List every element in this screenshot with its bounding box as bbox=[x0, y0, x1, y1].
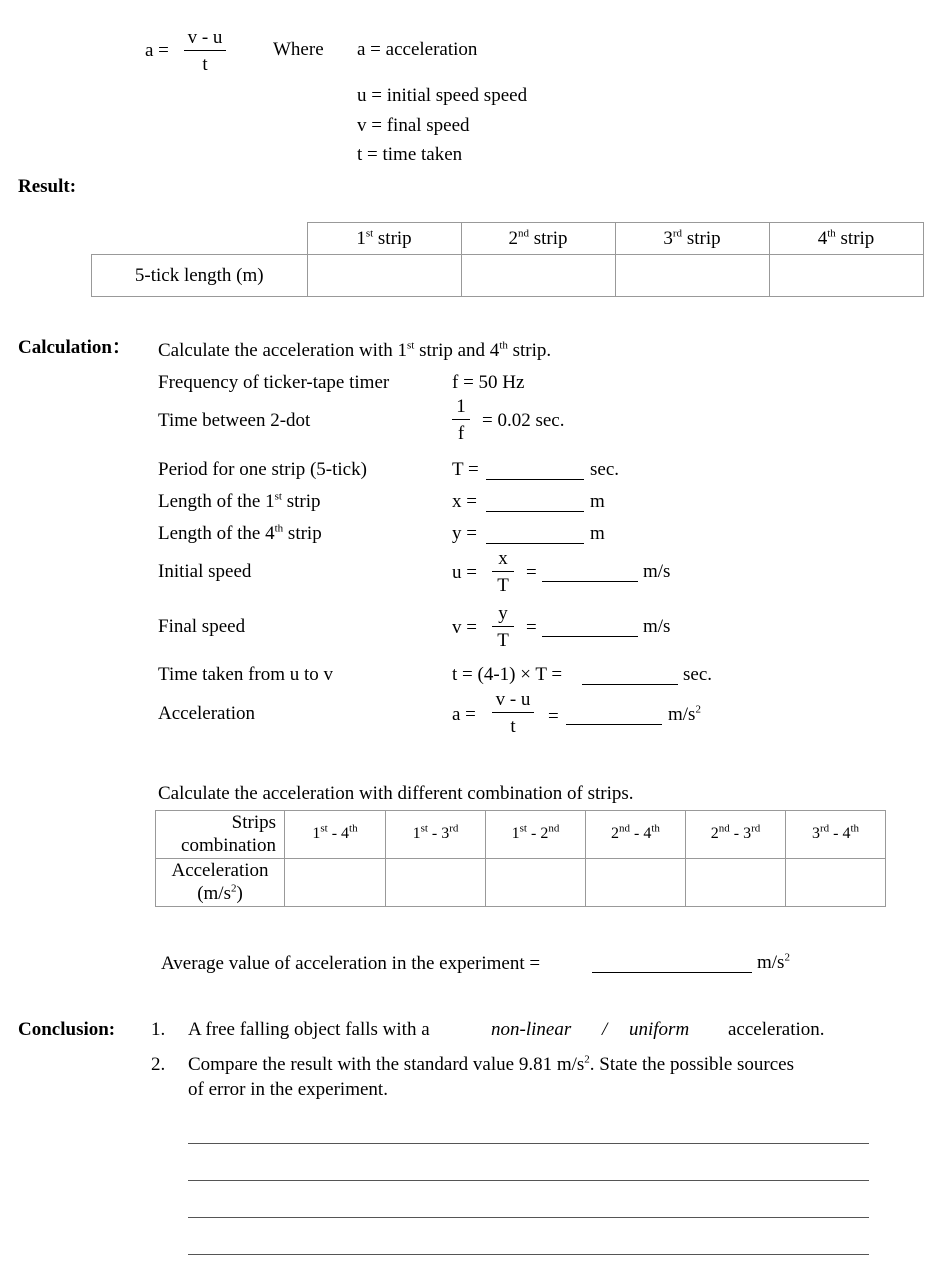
option-non-linear[interactable]: non-linear bbox=[491, 1019, 572, 1040]
length-1st-lhs: x = bbox=[452, 491, 477, 512]
combo-acceleration-cell[interactable] bbox=[786, 859, 886, 907]
conclusion-item1-end: acceleration. bbox=[728, 1019, 825, 1040]
calculation-intro: Calculate the acceleration with 1st strip and 4th strip. bbox=[158, 339, 552, 361]
period-lhs: T = bbox=[452, 459, 479, 480]
acceleration-eq: = bbox=[548, 706, 559, 727]
final-speed-label: Final speed bbox=[158, 616, 246, 637]
final-speed-fraction bbox=[492, 604, 514, 650]
acceleration-lhs: a = bbox=[452, 704, 476, 725]
initial-speed-unit: m/s bbox=[643, 561, 671, 582]
conclusion-item2-line2: of error in the experiment. bbox=[188, 1079, 388, 1100]
formula-lhs: a = bbox=[145, 40, 169, 61]
combo-acceleration-cell[interactable] bbox=[686, 859, 786, 907]
final-speed-unit: m/s bbox=[643, 616, 671, 637]
time-taken-expr: t = (4-1) × T = bbox=[452, 664, 563, 685]
result-col-2nd: 2nd strip bbox=[461, 223, 615, 255]
acceleration-numerator: v - u bbox=[495, 689, 531, 710]
combo-1st-3rd: 1st - 3rd bbox=[386, 811, 486, 859]
calculation-heading: Calculation： bbox=[18, 337, 131, 358]
period-blank[interactable] bbox=[486, 479, 584, 480]
final-numerator: y bbox=[498, 603, 508, 624]
length-4th-label: Length of the 4th strip bbox=[158, 522, 322, 544]
time-between-label: Time between 2-dot bbox=[158, 410, 311, 431]
conclusion-item1-text: A free falling object falls with a bbox=[188, 1019, 430, 1040]
period-unit: sec. bbox=[590, 459, 620, 480]
final-speed-lhs: v = bbox=[452, 617, 477, 638]
result-cell[interactable] bbox=[461, 255, 615, 297]
option-separator: / bbox=[602, 1019, 608, 1040]
average-blank[interactable] bbox=[592, 972, 752, 973]
frequency-value: f = 50 Hz bbox=[452, 372, 525, 393]
acceleration-unit: $m/s^2$ bbox=[668, 703, 701, 725]
final-denominator: T bbox=[497, 630, 509, 651]
conclusion-item2-number: 2. bbox=[151, 1054, 166, 1075]
answer-line[interactable] bbox=[188, 1143, 869, 1144]
final-speed-blank[interactable] bbox=[542, 636, 638, 637]
result-col-1st: 1st strip bbox=[307, 223, 461, 255]
length-1st-label: Length of the 1st strip bbox=[158, 490, 321, 512]
result-col-4th: 4th strip bbox=[769, 223, 923, 255]
time-denominator: f bbox=[457, 423, 465, 444]
time-between-value: = 0.02 sec. bbox=[482, 410, 565, 431]
result-table-corner bbox=[92, 223, 308, 255]
fraction-bar bbox=[184, 50, 226, 51]
result-cell[interactable] bbox=[769, 255, 923, 297]
initial-speed-label: Initial speed bbox=[158, 561, 252, 582]
conclusion-heading: Conclusion: bbox=[18, 1019, 116, 1040]
def-final-speed: v = final speed bbox=[357, 115, 470, 136]
formula-fraction bbox=[184, 28, 226, 74]
initial-speed-eq: = bbox=[526, 562, 537, 583]
time-taken-label: Time taken from u to v bbox=[158, 664, 334, 685]
def-time-taken: t = time taken bbox=[357, 144, 463, 165]
where-label: Where bbox=[273, 39, 324, 60]
average-label: Average value of acceleration in the experiment = bbox=[161, 953, 541, 974]
length-4th-unit: m bbox=[590, 523, 605, 544]
combo-acceleration-cell[interactable] bbox=[386, 859, 486, 907]
result-col-3rd: 3rd strip bbox=[615, 223, 769, 255]
fraction-bar bbox=[492, 712, 534, 713]
acceleration-denominator: t bbox=[510, 716, 516, 737]
average-unit: $m/s^2$ bbox=[757, 951, 790, 973]
formula-numerator: v - u bbox=[187, 27, 223, 48]
result-row-label: 5-tick length (m) bbox=[92, 255, 308, 297]
final-speed-eq: = bbox=[526, 617, 537, 638]
length-1st-unit: m bbox=[590, 491, 605, 512]
length-1st-blank[interactable] bbox=[486, 511, 584, 512]
length-4th-lhs: y = bbox=[452, 523, 477, 544]
option-uniform[interactable]: uniform bbox=[629, 1019, 690, 1040]
combo-1st-2nd: 1st - 2nd bbox=[486, 811, 586, 859]
combo-2nd-3rd: 2nd - 3rd bbox=[686, 811, 786, 859]
combo-2nd-4th: 2nd - 4th bbox=[586, 811, 686, 859]
combo-acceleration-cell[interactable] bbox=[586, 859, 686, 907]
def-acceleration: a = acceleration bbox=[357, 39, 478, 60]
result-table bbox=[91, 222, 924, 297]
time-taken-unit: sec. bbox=[683, 664, 713, 685]
fraction-bar bbox=[492, 571, 514, 572]
answer-line[interactable] bbox=[188, 1254, 869, 1255]
acceleration-label: Acceleration bbox=[158, 703, 256, 724]
combo-acceleration-cell[interactable] bbox=[285, 859, 386, 907]
formula-denominator: t bbox=[202, 54, 208, 75]
combo-1st-4th: 1st - 4th bbox=[285, 811, 386, 859]
acceleration-fraction bbox=[492, 690, 534, 736]
initial-speed-blank[interactable] bbox=[542, 581, 638, 582]
time-fraction bbox=[452, 397, 470, 443]
combination-table bbox=[155, 810, 886, 907]
answer-line[interactable] bbox=[188, 1180, 869, 1181]
result-cell[interactable] bbox=[615, 255, 769, 297]
acceleration-blank[interactable] bbox=[566, 724, 662, 725]
result-heading: Result: bbox=[18, 176, 77, 197]
strips-combination-label: Strips combination bbox=[156, 811, 285, 859]
time-numerator: 1 bbox=[456, 396, 466, 417]
combination-intro: Calculate the acceleration with different combination of strips. bbox=[158, 783, 634, 804]
fraction-bar bbox=[492, 626, 514, 627]
frequency-label: Frequency of ticker-tape timer bbox=[158, 372, 390, 393]
period-label: Period for one strip (5-tick) bbox=[158, 459, 367, 480]
def-initial-speed: u = initial speed speed bbox=[357, 85, 528, 106]
result-cell[interactable] bbox=[307, 255, 461, 297]
conclusion-item2-line1: Compare the result with the standard value 9.81 $m/s^2$. State the possible sources bbox=[188, 1053, 794, 1075]
time-taken-blank[interactable] bbox=[582, 684, 678, 685]
combo-acceleration-cell[interactable] bbox=[486, 859, 586, 907]
fraction-bar bbox=[452, 419, 470, 420]
length-4th-blank[interactable] bbox=[486, 543, 584, 544]
initial-numerator: x bbox=[498, 548, 508, 569]
initial-speed-fraction bbox=[492, 549, 514, 595]
initial-speed-lhs: u = bbox=[452, 562, 477, 583]
conclusion-item1-number: 1. bbox=[151, 1019, 166, 1040]
combo-3rd-4th: 3rd - 4th bbox=[786, 811, 886, 859]
acceleration-row-label: Acceleration $(m/s^2)$ bbox=[156, 859, 285, 907]
answer-line[interactable] bbox=[188, 1217, 869, 1218]
initial-denominator: T bbox=[497, 575, 509, 596]
